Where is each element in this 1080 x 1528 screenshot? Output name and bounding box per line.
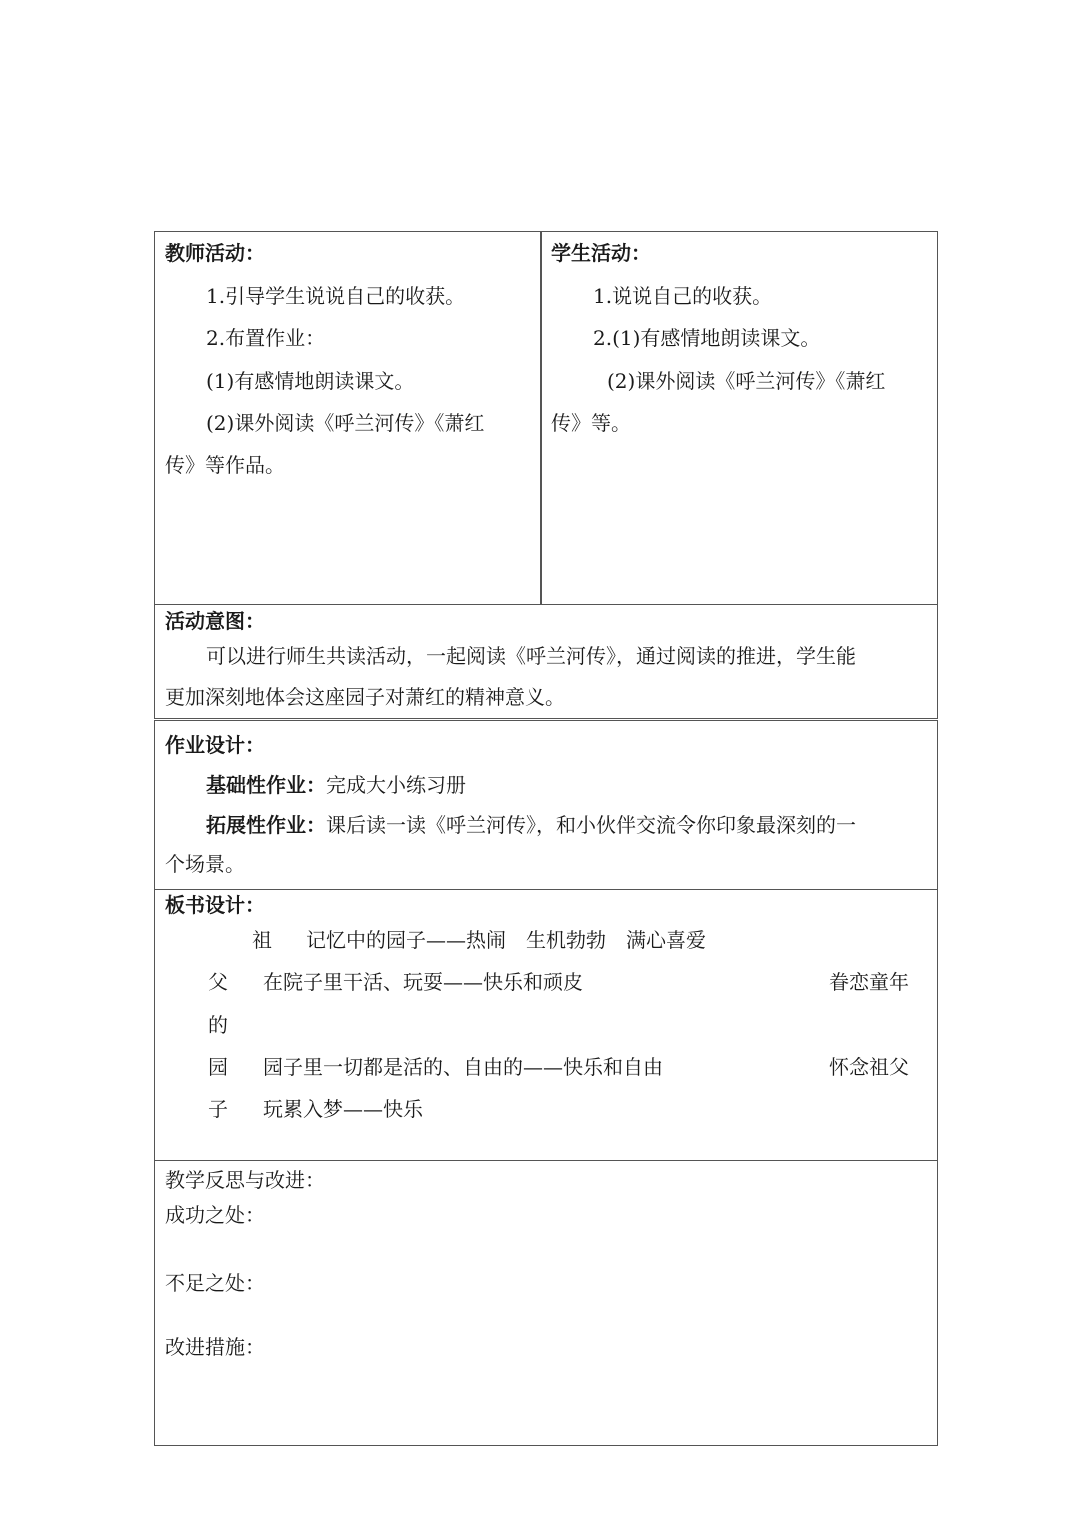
reflection-success: 成功之处： xyxy=(165,1203,265,1227)
student-line-2: 2.(1)有感情地朗读课文。 xyxy=(593,326,821,350)
extended-homework-label: 拓展性作业： xyxy=(206,813,326,837)
reflection-section xyxy=(154,1160,938,1446)
teacher-line-3: (1)有感情地朗读课文。 xyxy=(206,369,415,393)
board-vertical-4: 园 xyxy=(208,1055,228,1079)
reflection-shortfall: 不足之处： xyxy=(165,1271,265,1295)
board-title: 板书设计： xyxy=(165,893,265,917)
board-right-1: 眷恋童年 xyxy=(829,970,909,994)
basic-homework xyxy=(206,775,466,795)
basic-homework-label: 基础性作业： xyxy=(206,773,326,797)
extended-homework-text: 课后读一读《呼兰河传》，和小伙伴交流令你印象最深刻的一 xyxy=(326,813,856,837)
teacher-line-1: 1.引导学生说说自己的收获。 xyxy=(206,284,466,308)
homework-title: 作业设计： xyxy=(165,733,265,757)
student-activity-title: 学生活动： xyxy=(551,241,651,265)
intent-title: 活动意图： xyxy=(165,609,265,633)
extended-homework-cont: 个场景。 xyxy=(165,852,245,876)
intent-line-1: 可以进行师生共读活动，一起阅读《呼兰河传》，通过阅读的推进，学生能 xyxy=(206,644,856,668)
board-vertical-3: 的 xyxy=(208,1013,228,1037)
board-row-1: 记忆中的园子——热闹 生机勃勃 满心喜爱 xyxy=(306,928,706,952)
basic-homework-text: 完成大小练习册 xyxy=(326,773,466,797)
student-line-1: 1.说说自己的收获。 xyxy=(593,284,773,308)
student-line-4: 传》等。 xyxy=(551,411,631,435)
board-right-2: 怀念祖父 xyxy=(829,1055,909,1079)
homework-section xyxy=(154,720,938,890)
board-vertical-1: 祖 xyxy=(252,928,272,952)
teacher-line-2: 2.布置作业： xyxy=(206,326,326,350)
student-line-3: (2)课外阅读《呼兰河传》《萧红 xyxy=(607,369,886,393)
board-vertical-5: 子 xyxy=(208,1097,228,1121)
teacher-line-4: (2)课外阅读《呼兰河传》《萧红 xyxy=(206,411,485,435)
board-row-3: 园子里一切都是活的、自由的——快乐和自由 xyxy=(263,1055,663,1079)
reflection-title: 教学反思与改进： xyxy=(165,1168,325,1192)
activities-divider xyxy=(540,231,542,605)
board-vertical-2: 父 xyxy=(208,970,228,994)
teacher-line-5: 传》等作品。 xyxy=(165,453,285,477)
board-row-4: 玩累入梦——快乐 xyxy=(263,1097,423,1121)
intent-line-2: 更加深刻地体会这座园子对萧红的精神意义。 xyxy=(165,685,565,709)
teacher-activity-title: 教师活动： xyxy=(165,241,265,265)
board-row-2: 在院子里干活、玩耍——快乐和顽皮 xyxy=(263,970,583,994)
reflection-improve: 改进措施： xyxy=(165,1335,265,1359)
extended-homework xyxy=(206,815,856,835)
